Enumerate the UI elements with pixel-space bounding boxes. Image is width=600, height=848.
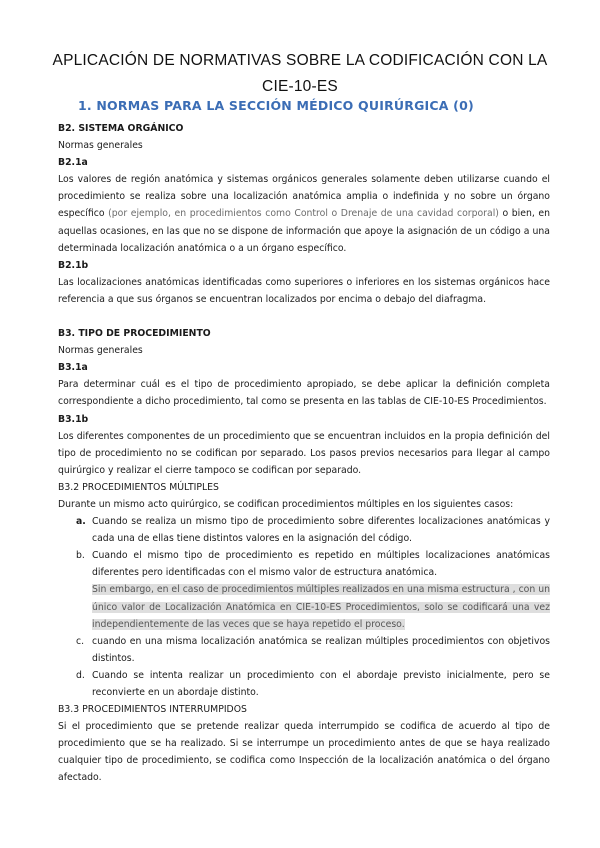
section-heading: 1. NORMAS PARA LA SECCIÓN MÉDICO QUIRÚRGICA (0)	[78, 98, 474, 113]
document-title: APLICACIÓN DE NORMATIVAS SOBRE LA CODIFICACIÓN CON LA CIE-10-ES	[52, 52, 548, 95]
list-marker: a.	[76, 516, 86, 528]
b2-heading: B2. SISTEMA ORGÁNICO	[58, 123, 184, 134]
list-item	[58, 633, 550, 667]
list-marker: c.	[76, 635, 85, 647]
b3-heading: B3. TIPO DE PROCEDIMIENTO	[58, 328, 211, 340]
b3-1a-text: Para determinar cuál es el tipo de procedimiento apropiado, se debe aplicar la definición completa correspondiente a dicho procedimiento, tal como se presenta en las tablas de CIE-10-ES Procedimientos.	[58, 379, 550, 408]
b2-1a-text-b: o bien, en aquellas ocasiones, en las que no se dispone de información que apoye la asignación de un código a una determinada localización anatómica o a un órgano específico.	[58, 208, 550, 254]
b2-1b-text: Las localizaciones anatómicas identificadas como superiores o inferiores en los sistemas orgánicos hace referencia a que sus órganos se encuentran localizados por encima o debajo del diafragma.	[58, 276, 550, 305]
multiple-procedures-list	[58, 513, 550, 701]
b2-general-label: Normas generales	[58, 140, 143, 152]
list-item-text: cuando en una misma localización anatómica se realizan múltiples procedimientos con objetivos distintos.	[92, 635, 550, 664]
highlighted-note-text: Sin embargo, en el caso de procedimientos múltiples realizados en una misma estructura , con un único valor de Localización Anatómica en CIE-10-ES Procedimientos, solo se codificará una vez independientemente de las veces que se haya repetido el proceso.	[92, 584, 550, 630]
list-marker: d.	[76, 669, 85, 681]
b3-3-text: Si el procedimiento que se pretende realizar queda interrumpido se codifica de acuerdo al tipo de procedimiento que se ha realizado. Si se interrumpe un procedimiento antes de que se haya realizado cualquier tipo de procedimiento, se codifica como Inspección de la localización anatómica o del órgano afectado.	[58, 721, 550, 784]
b3-1a-label: B3.1a	[58, 362, 88, 374]
b3-2-heading: B3.2 PROCEDIMIENTOS MÚLTIPLES	[58, 481, 219, 493]
b3-2-intro: Durante un mismo acto quirúrgico, se codifican procedimientos múltiples en los siguientes casos:	[58, 498, 514, 510]
list-marker: b.	[76, 550, 85, 562]
list-item	[58, 547, 550, 632]
list-item	[58, 667, 550, 701]
document-body	[58, 120, 550, 787]
list-item-text: Cuando se intenta realizar un procedimiento con el abordaje previsto inicialmente, pero se reconvierte en un abordaje distinto.	[92, 669, 550, 698]
section-spacer	[58, 308, 550, 325]
b3-general-label: Normas generales	[58, 345, 143, 357]
highlighted-note	[92, 581, 550, 632]
b3-1b-label: B3.1b	[58, 413, 89, 425]
list-item-text: Cuando se realiza un mismo tipo de procedimiento sobre diferentes localizaciones anatómicas y cada una de ellas tiene distintos valores en la asignación del código.	[92, 516, 550, 545]
b3-3-heading: B3.3 PROCEDIMIENTOS INTERRUMPIDOS	[58, 704, 247, 716]
b2-1a-text-a: Los valores de región anatómica y sistemas orgánicos generales solamente deben utilizarse cuando el procedimiento se realiza sobre una localización anatómica amplia o indefinida y no sobre un órgano específico	[58, 174, 550, 220]
b2-1a-example: (por ejemplo, en procedimientos como Control o Drenaje de una cavidad corporal)	[108, 208, 499, 220]
b2-1a-label: B2.1a	[58, 157, 88, 169]
b2-1b-label: B2.1b	[58, 259, 89, 271]
list-item	[58, 513, 550, 547]
list-item-text: Cuando el mismo tipo de procedimiento es repetido en múltiples localizaciones anatómicas diferentes pero identificadas con el mismo valor de estructura anatómica.	[92, 550, 550, 579]
b2-1a-text	[58, 171, 550, 256]
b3-1b-text: Los diferentes componentes de un procedimiento que se encuentran incluidos en la propia definición del tipo de procedimiento no se codifican por separado. Los pasos previos necesarios para llegar al campo quirúrgico y realizar el cierre tampoco se codifican por separado.	[58, 430, 550, 476]
